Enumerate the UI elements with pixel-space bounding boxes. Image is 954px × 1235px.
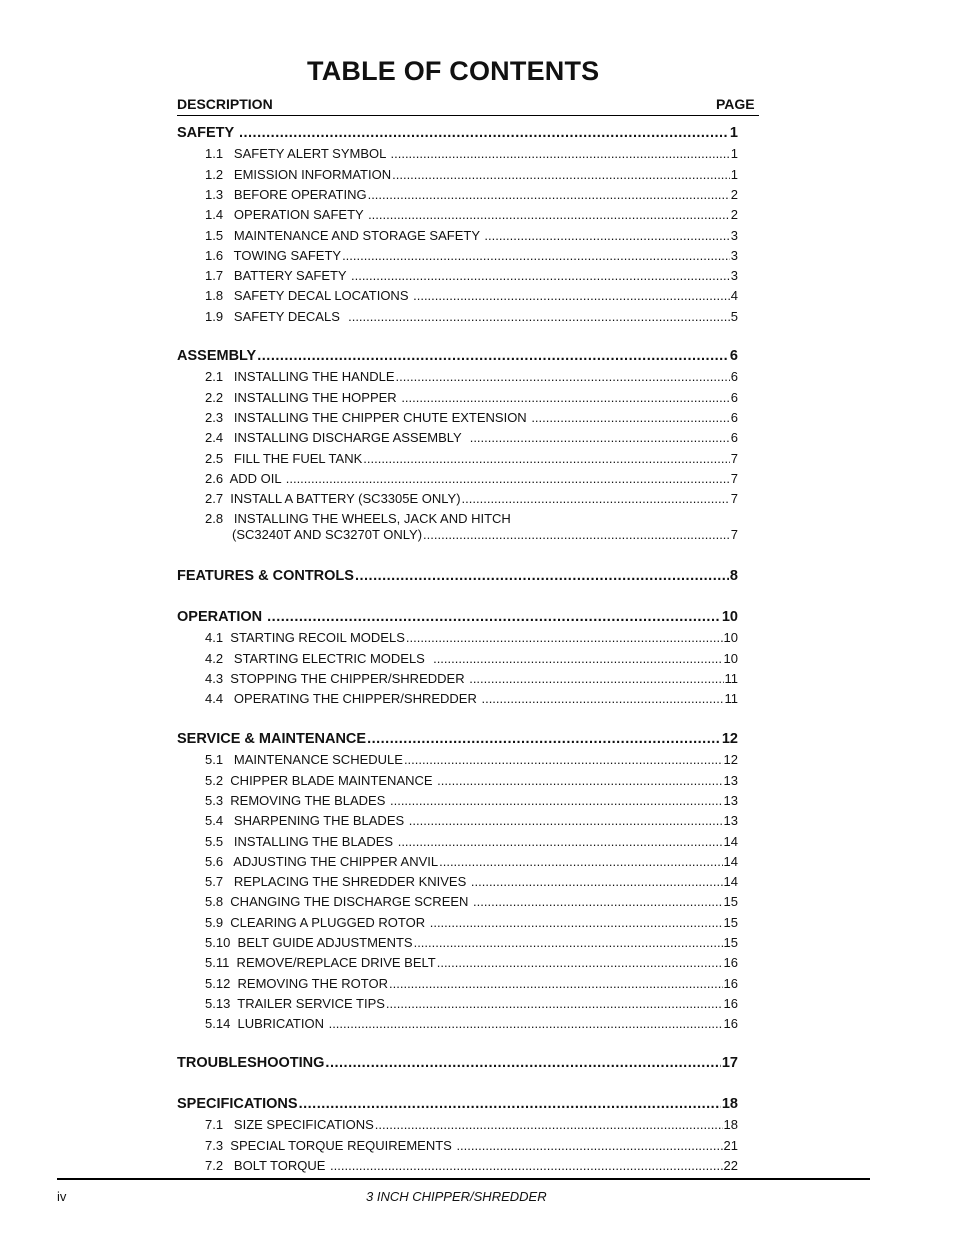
toc-entry-page-number: 13 (723, 813, 738, 829)
toc-entry[interactable] (205, 630, 738, 645)
section-page-number: 6 (729, 348, 738, 364)
toc-entry[interactable] (205, 410, 738, 425)
dot-leader (409, 813, 723, 828)
dot-leader (325, 1055, 720, 1071)
toc-entry[interactable] (205, 1158, 738, 1173)
dot-leader (423, 527, 730, 542)
dot-leader (348, 309, 730, 324)
toc-entry-label: 5.8 CHANGING THE DISCHARGE SCREEN (205, 894, 473, 910)
footer-document-title: 3 INCH CHIPPER/SHREDDER (366, 1189, 547, 1204)
toc-entry-label: 1.6 TOWING SAFETY (205, 247, 342, 263)
toc-entry-label: 4.2 STARTING ELECTRIC MODELS (205, 650, 433, 666)
toc-entry-label: 2.1 INSTALLING THE HANDLE (205, 369, 395, 385)
toc-entry-page-number: 14 (723, 853, 738, 869)
dot-leader (342, 248, 730, 263)
toc-entry-label: 7.1 SIZE SPECIFICATIONS (205, 1117, 374, 1133)
toc-entry-label: 1.9 SAFETY DECALS (205, 308, 348, 324)
toc-entry-label: 5.11 REMOVE/REPLACE DRIVE BELT (205, 955, 436, 971)
toc-entry-page-number: 11 (724, 691, 738, 707)
dot-leader (473, 894, 722, 909)
toc-entry[interactable] (205, 146, 738, 161)
dot-leader (368, 207, 730, 222)
toc-entry[interactable] (205, 207, 738, 222)
dot-leader (329, 1016, 723, 1031)
toc-entry-label: 2.4 INSTALLING DISCHARGE ASSEMBLY (205, 430, 469, 446)
toc-entry[interactable] (205, 854, 738, 869)
toc-entry[interactable] (205, 894, 738, 909)
toc-entry[interactable] (205, 691, 738, 706)
toc-entry-page-number: 6 (730, 430, 738, 446)
toc-entry-label: 5.12 REMOVING THE ROTOR (205, 975, 389, 991)
dot-leader (386, 996, 723, 1011)
toc-entry-page-number: 5 (730, 308, 738, 324)
dot-leader (392, 167, 730, 182)
dot-leader (471, 874, 723, 889)
toc-entry-page-number: 13 (723, 772, 738, 788)
toc-entry[interactable] (205, 955, 738, 970)
section-title: FEATURES & CONTROLS (177, 568, 354, 584)
toc-entry-label: 1.7 BATTERY SAFETY (205, 268, 350, 284)
header-rule (177, 115, 759, 116)
toc-entry[interactable] (205, 451, 738, 466)
toc-entry[interactable] (205, 651, 738, 666)
section-title: OPERATION (177, 609, 267, 625)
toc-entry[interactable] (205, 915, 738, 930)
toc-entry-page-number: 6 (730, 389, 738, 405)
toc-entry-label: 5.7 REPLACING THE SHREDDER KNIVES (205, 874, 470, 890)
toc-entry-label: 5.9 CLEARING A PLUGGED ROTOR (205, 914, 429, 930)
toc-entry[interactable] (205, 309, 738, 324)
dot-leader (456, 1138, 722, 1153)
toc-entry-page-number: 18 (723, 1117, 738, 1133)
dot-leader (404, 752, 723, 767)
toc-entry[interactable] (205, 167, 738, 182)
toc-entry-page-number: 10 (723, 630, 738, 646)
toc-entry-label: 2.3 INSTALLING THE CHIPPER CHUTE EXTENSION (205, 409, 531, 425)
toc-entry-page-number: 10 (723, 650, 738, 666)
toc-entry[interactable] (232, 527, 738, 542)
toc-entry-page-number: 7 (730, 527, 738, 543)
toc-entry[interactable] (205, 228, 738, 243)
toc-entry-page-number: 15 (723, 894, 738, 910)
toc-entry-page-number: 7 (730, 470, 738, 486)
dot-leader (299, 1096, 721, 1112)
dot-leader (414, 935, 723, 950)
dot-leader (481, 691, 723, 706)
toc-entry-label: 2.5 FILL THE FUEL TANK (205, 450, 363, 466)
dot-leader (367, 731, 721, 747)
toc-entry-page-number: 11 (724, 670, 738, 686)
toc-entry-page-number: 4 (730, 288, 738, 304)
toc-entry-label: 2.7 INSTALL A BATTERY (SC3305E ONLY) (205, 491, 461, 507)
dot-leader (363, 451, 730, 466)
dot-leader (433, 651, 722, 666)
toc-entry-label: 1.2 EMISSION INFORMATION (205, 166, 392, 182)
dot-leader (355, 568, 729, 584)
toc-section-6[interactable] (177, 1096, 738, 1112)
section-title: SPECIFICATIONS (177, 1096, 298, 1112)
toc-entry-label: 5.4 SHARPENING THE BLADES (205, 813, 408, 829)
toc-entry-label: 1.5 MAINTENANCE AND STORAGE SAFETY (205, 227, 484, 243)
page-title: TABLE OF CONTENTS (307, 56, 600, 86)
toc-entry-label: 4.1 STARTING RECOIL MODELS (205, 630, 405, 646)
toc-entry-page-number: 12 (723, 752, 738, 768)
section-page-number: 10 (721, 609, 738, 625)
toc-entry[interactable] (205, 793, 738, 808)
dot-leader (330, 1158, 723, 1173)
toc-entry-page-number: 22 (723, 1157, 738, 1173)
toc-entry-page-number: 3 (730, 227, 738, 243)
dot-leader (375, 1117, 723, 1132)
toc-entry-label: 5.1 MAINTENANCE SCHEDULE (205, 752, 403, 768)
toc-entry-page-number: 1 (730, 166, 738, 182)
dot-leader (351, 268, 730, 283)
toc-entry[interactable] (205, 752, 738, 767)
toc-entry-page-number: 16 (723, 955, 738, 971)
footer-page-number: iv (57, 1189, 67, 1204)
toc-entry[interactable] (205, 187, 738, 202)
section-page-number: 17 (721, 1055, 738, 1071)
section-page-number: 12 (721, 731, 738, 747)
dot-leader (406, 630, 723, 645)
toc-entry[interactable] (205, 369, 738, 384)
toc-entry[interactable] (205, 935, 738, 950)
page-column-header: PAGE (716, 96, 755, 112)
toc-entry-page-number: 21 (723, 1137, 738, 1153)
footer-rule (57, 1178, 870, 1180)
toc-section-5[interactable] (177, 1055, 738, 1071)
toc-entry-page-number: 16 (723, 995, 738, 1011)
toc-entry-label: 5.14 LUBRICATION (205, 1016, 328, 1032)
dot-leader (398, 834, 723, 849)
toc-entry-page-number: 15 (723, 935, 738, 950)
toc-entry-label: 5.3 REMOVING THE BLADES (205, 792, 389, 808)
toc-entry-label: 1.4 OPERATION SAFETY (205, 207, 368, 223)
toc-entry[interactable] (205, 248, 738, 263)
dot-leader (484, 228, 729, 243)
toc-section-4[interactable] (177, 731, 738, 747)
toc-entry-page-number: 3 (730, 268, 738, 284)
section-title: ASSEMBLY (177, 348, 257, 364)
toc-section-2[interactable] (177, 568, 738, 584)
dot-leader (437, 955, 723, 970)
toc-entry-label: 2.2 INSTALLING THE HOPPER (205, 389, 401, 405)
toc-entry-label: 5.5 INSTALLING THE BLADES (205, 833, 397, 849)
toc-section-3[interactable] (177, 609, 738, 625)
dot-leader (413, 288, 730, 303)
toc-entry-page-number: 14 (723, 833, 738, 849)
toc-entry[interactable] (205, 430, 738, 445)
dot-leader (267, 609, 721, 625)
toc-entry-label: 2.8 INSTALLING THE WHEELS, JACK AND HITCH (205, 511, 511, 527)
dot-leader (368, 187, 730, 202)
toc-entry-page-number: 2 (730, 207, 738, 223)
section-page-number: 18 (721, 1096, 738, 1112)
toc-entry-page-number: 13 (723, 792, 738, 808)
toc-entry[interactable] (205, 1117, 738, 1132)
dot-leader (462, 491, 730, 506)
toc-entry-page-number: 7 (730, 450, 738, 466)
toc-entry[interactable] (205, 471, 738, 486)
toc-entry[interactable] (205, 874, 738, 889)
toc-entry-page-number: 14 (723, 874, 738, 890)
section-title: TROUBLESHOOTING (177, 1055, 325, 1071)
toc-entry-page-number: 1 (730, 146, 738, 162)
toc-entry-label: 5.10 BELT GUIDE ADJUSTMENTS (205, 935, 413, 950)
dot-leader (531, 410, 729, 425)
dot-leader (470, 430, 730, 445)
toc-entry-label: 5.13 TRAILER SERVICE TIPS (205, 995, 385, 1011)
dot-leader (286, 471, 730, 486)
toc-entry-label: 4.3 STOPPING THE CHIPPER/SHREDDER (205, 670, 469, 686)
dot-leader (430, 915, 723, 930)
dot-leader (390, 793, 723, 808)
dot-leader (439, 854, 722, 869)
toc-entry-label: 1.3 BEFORE OPERATING (205, 186, 367, 202)
toc-entry[interactable] (205, 976, 738, 991)
toc-entry-page-number: 3 (730, 247, 738, 263)
toc-section-0[interactable] (177, 125, 738, 141)
toc-entry[interactable] (205, 1016, 738, 1031)
toc-entry-label: 5.6 ADJUSTING THE CHIPPER ANVIL (205, 853, 439, 869)
dot-leader (401, 390, 729, 405)
dot-leader (437, 773, 722, 788)
toc-entry-page-number: 16 (723, 1016, 738, 1032)
dot-leader (391, 146, 730, 161)
toc-entry-page-number: 7 (730, 491, 738, 507)
toc-entry-page-number: 2 (730, 186, 738, 202)
description-column-header: DESCRIPTION (177, 96, 273, 112)
toc-section-1[interactable] (177, 348, 738, 364)
toc-entry-page-number: 6 (730, 369, 738, 385)
toc-entry[interactable] (205, 996, 738, 1011)
toc-entry-label: 7.3 SPECIAL TORQUE REQUIREMENTS (205, 1137, 456, 1153)
dot-leader (389, 976, 723, 991)
toc-entry[interactable] (205, 390, 738, 405)
section-page-number: 8 (729, 568, 738, 584)
toc-entry-label: 1.8 SAFETY DECAL LOCATIONS (205, 288, 413, 304)
toc-entry-page-number: 15 (723, 914, 738, 930)
toc-entry[interactable] (205, 671, 738, 686)
toc-entry-label: 5.2 CHIPPER BLADE MAINTENANCE (205, 772, 437, 788)
toc-entry-label: 2.6 ADD OIL (205, 470, 285, 486)
toc-entry[interactable] (205, 813, 738, 828)
toc-entry-label: 4.4 OPERATING THE CHIPPER/SHREDDER (205, 691, 481, 707)
section-title: SERVICE & MAINTENANCE (177, 731, 367, 747)
section-page-number: 1 (729, 125, 738, 141)
toc-entry-page-number: 16 (723, 975, 738, 991)
toc-entry[interactable] (205, 288, 738, 303)
toc-entry[interactable] (205, 834, 738, 849)
toc-entry[interactable] (205, 268, 738, 283)
dot-leader (469, 671, 723, 686)
toc-entry-label-cont: (SC3240T AND SC3270T ONLY) (232, 527, 423, 543)
dot-leader (239, 125, 729, 141)
dot-leader (257, 348, 729, 364)
toc-entry-page-number: 6 (730, 409, 738, 425)
toc-entry[interactable] (205, 1138, 738, 1153)
toc-entry[interactable] (205, 491, 738, 506)
toc-entry[interactable] (205, 773, 738, 788)
dot-leader (396, 369, 730, 384)
toc-entry-label: 1.1 SAFETY ALERT SYMBOL (205, 146, 390, 162)
toc-entry-label: 7.2 BOLT TORQUE (205, 1157, 330, 1173)
section-title: SAFETY (177, 125, 238, 141)
